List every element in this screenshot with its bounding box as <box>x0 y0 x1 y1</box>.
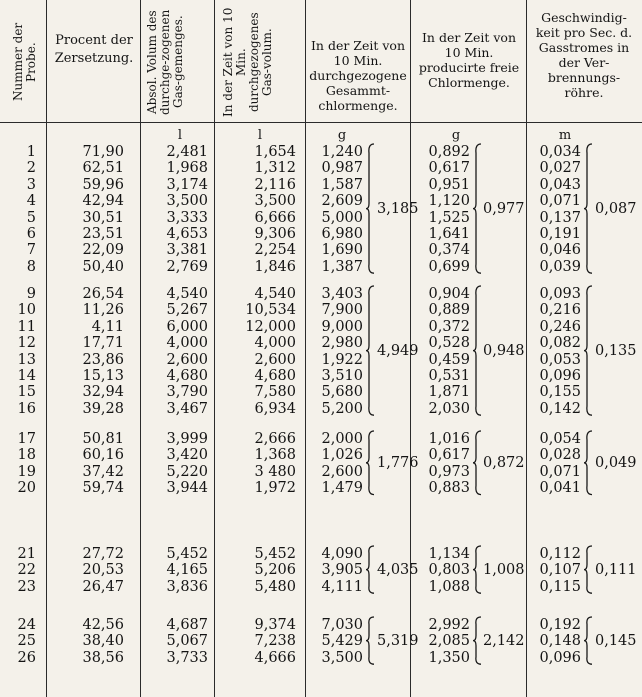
gesammtchlor-value: 1,587 <box>321 176 363 193</box>
geschwindigkeit-value: 0,093 <box>539 286 581 302</box>
probe-number: 24 <box>17 617 36 633</box>
gesammtchlor-value: 3,905 <box>321 562 363 579</box>
freies-chlor-value: 1,134 <box>428 546 470 562</box>
procent-value: 50,81 <box>82 431 124 447</box>
procent-value: 30,51 <box>82 209 124 226</box>
avg-freies-chlor: 0,948 <box>483 342 525 359</box>
freies-chlor-value: 0,459 <box>428 351 470 368</box>
probe-number: 23 <box>17 578 36 595</box>
zeit-gasvolum-value: 6,666 <box>254 209 296 226</box>
absol-volum-value: 4,165 <box>166 562 208 579</box>
brace-gesammt <box>365 285 375 416</box>
header-probe: Nummer der Probe. <box>11 22 38 102</box>
probe-number: 7 <box>26 242 36 259</box>
brace-frei-shape <box>472 545 482 594</box>
procent-value: 42,56 <box>82 617 124 633</box>
unit-absol: l <box>177 128 183 143</box>
brace-gesammt <box>365 430 375 496</box>
brace-geschw-shape <box>583 143 593 274</box>
zeit-gasvolum-value: 2,254 <box>254 242 296 259</box>
freies-chlor-value: 0,973 <box>428 463 470 480</box>
zeit-gasvolum-value: 2,600 <box>254 351 296 368</box>
probe-number: 15 <box>17 384 36 401</box>
gesammtchlor-value: 9,000 <box>321 318 363 335</box>
procent-value: 26,47 <box>82 578 124 595</box>
freies-chlor-value: 1,088 <box>428 578 470 595</box>
gesammtchlor-value: 2,609 <box>321 193 363 210</box>
brace-frei <box>472 616 482 665</box>
probe-number: 18 <box>17 447 36 464</box>
probe-number: 14 <box>17 368 36 384</box>
column-rule <box>305 0 306 697</box>
absol-volum-value: 1,968 <box>166 160 208 177</box>
gesammtchlor-value: 1,479 <box>321 480 363 497</box>
brace-frei <box>472 545 482 594</box>
zeit-gasvolum-value: 5,480 <box>254 578 296 595</box>
avg-freies-chlor: 2,142 <box>483 632 525 649</box>
absol-volum-value: 2,600 <box>166 351 208 368</box>
zeit-gasvolum-value: 2,116 <box>254 176 296 193</box>
freies-chlor-value: 0,883 <box>428 480 470 497</box>
avg-gesammtchlor: 3,185 <box>377 200 419 217</box>
probe-number: 22 <box>17 562 36 579</box>
freies-chlor-value: 0,372 <box>428 318 470 335</box>
geschwindigkeit-value: 0,028 <box>539 447 581 464</box>
geschwindigkeit-value: 0,096 <box>539 368 581 384</box>
unit-zeit-gas: l <box>257 128 263 143</box>
avg-freies-chlor: 1,008 <box>483 561 525 578</box>
absol-volum-value: 3,381 <box>166 242 208 259</box>
gesammtchlor-value: 1,240 <box>321 144 363 160</box>
avg-geschwindigkeit: 0,111 <box>595 561 637 578</box>
gesammtchlor-value: 5,680 <box>321 384 363 401</box>
absol-volum-value: 4,653 <box>166 226 208 242</box>
gesammtchlor-value: 6,980 <box>321 226 363 242</box>
freies-chlor-value: 0,951 <box>428 176 470 193</box>
probe-number: 2 <box>26 160 36 177</box>
procent-value: 4,11 <box>91 318 124 335</box>
geschwindigkeit-value: 0,039 <box>539 258 581 275</box>
gesammtchlor-value: 3,403 <box>321 286 363 302</box>
zeit-gasvolum-value: 1,654 <box>254 144 296 160</box>
geschwindigkeit-value: 0,041 <box>539 480 581 497</box>
probe-number: 26 <box>17 649 36 666</box>
freies-chlor-value: 0,699 <box>428 258 470 275</box>
avg-geschwindigkeit: 0,145 <box>595 632 637 649</box>
geschwindigkeit-value: 0,246 <box>539 318 581 335</box>
brace-gesammt-shape <box>365 545 375 594</box>
gesammtchlor-value: 2,600 <box>321 463 363 480</box>
procent-value: 23,86 <box>82 351 124 368</box>
brace-frei-shape <box>472 143 482 274</box>
geschwindigkeit-value: 0,071 <box>539 193 581 210</box>
absol-volum-value: 3,944 <box>166 480 208 497</box>
brace-geschw <box>583 430 593 496</box>
zeit-gasvolum-value: 4,680 <box>254 368 296 384</box>
freies-chlor-value: 1,525 <box>428 209 470 226</box>
absol-volum-value: 3,836 <box>166 578 208 595</box>
absol-volum-value: 4,000 <box>166 335 208 352</box>
absol-volum-value: 5,220 <box>166 463 208 480</box>
geschwindigkeit-value: 0,082 <box>539 335 581 352</box>
procent-value: 37,42 <box>82 463 124 480</box>
brace-frei-shape <box>472 430 482 496</box>
geschwindigkeit-value: 0,054 <box>539 431 581 447</box>
column-rule <box>214 0 215 697</box>
unit-gesammt: g <box>337 128 347 143</box>
brace-frei-shape <box>472 616 482 665</box>
absol-volum-value: 3,733 <box>166 649 208 666</box>
brace-geschw <box>583 616 593 665</box>
header-zeit-gas: In der Zeit von 10 Min. durchgezogenes Gas-volum. <box>221 7 274 117</box>
absol-volum-value: 4,540 <box>166 286 208 302</box>
geschwindigkeit-value: 0,115 <box>539 578 581 595</box>
absol-volum-value: 3,500 <box>166 193 208 210</box>
brace-geschw <box>583 143 593 274</box>
zeit-gasvolum-value: 2,666 <box>254 431 296 447</box>
avg-gesammtchlor: 1,776 <box>377 454 419 471</box>
geschwindigkeit-value: 0,148 <box>539 633 581 650</box>
zeit-gasvolum-value: 12,000 <box>245 318 296 335</box>
avg-freies-chlor: 0,872 <box>483 454 525 471</box>
freies-chlor-value: 0,889 <box>428 302 470 319</box>
geschwindigkeit-value: 0,192 <box>539 617 581 633</box>
geschwindigkeit-value: 0,096 <box>539 649 581 666</box>
freies-chlor-value: 2,085 <box>428 633 470 650</box>
procent-value: 15,13 <box>82 368 124 384</box>
probe-number: 13 <box>17 351 36 368</box>
brace-geschw <box>583 285 593 416</box>
column-rule <box>526 0 527 697</box>
brace-gesammt-shape <box>365 430 375 496</box>
geschwindigkeit-value: 0,142 <box>539 400 581 417</box>
brace-gesammt-shape <box>365 285 375 416</box>
gesammtchlor-value: 5,200 <box>321 400 363 417</box>
brace-gesammt <box>365 616 375 665</box>
geschwindigkeit-value: 0,071 <box>539 463 581 480</box>
freies-chlor-value: 1,871 <box>428 384 470 401</box>
procent-value: 39,28 <box>82 400 124 417</box>
procent-value: 50,40 <box>82 258 124 275</box>
gesammtchlor-value: 3,510 <box>321 368 363 384</box>
brace-geschw-shape <box>583 285 593 416</box>
brace-geschw-shape <box>583 545 593 594</box>
probe-number: 1 <box>26 144 36 160</box>
probe-number: 20 <box>17 480 36 497</box>
avg-gesammtchlor: 4,949 <box>377 342 419 359</box>
header-geschw: Geschwindig-keit pro Sec. d. Gasstromes in der Ver-brennungs-röhre. <box>535 10 633 100</box>
column-rule <box>140 0 141 697</box>
geschwindigkeit-value: 0,053 <box>539 351 581 368</box>
gesammtchlor-value: 2,000 <box>321 431 363 447</box>
zeit-gasvolum-value: 5,206 <box>254 562 296 579</box>
geschwindigkeit-value: 0,112 <box>539 546 581 562</box>
freies-chlor-value: 0,904 <box>428 286 470 302</box>
geschwindigkeit-value: 0,155 <box>539 384 581 401</box>
probe-number: 6 <box>26 226 36 242</box>
procent-value: 11,26 <box>82 302 124 319</box>
zeit-gasvolum-value: 1,312 <box>254 160 296 177</box>
freies-chlor-value: 0,617 <box>428 447 470 464</box>
probe-number: 4 <box>26 193 36 210</box>
freies-chlor-value: 2,030 <box>428 400 470 417</box>
geschwindigkeit-value: 0,107 <box>539 562 581 579</box>
brace-frei-shape <box>472 285 482 416</box>
absol-volum-value: 3,174 <box>166 176 208 193</box>
brace-geschw-shape <box>583 430 593 496</box>
zeit-gasvolum-value: 9,306 <box>254 226 296 242</box>
geschwindigkeit-value: 0,027 <box>539 160 581 177</box>
absol-volum-value: 5,267 <box>166 302 208 319</box>
gesammtchlor-value: 5,000 <box>321 209 363 226</box>
procent-value: 23,51 <box>82 226 124 242</box>
probe-number: 12 <box>17 335 36 352</box>
geschwindigkeit-value: 0,034 <box>539 144 581 160</box>
zeit-gasvolum-value: 7,580 <box>254 384 296 401</box>
probe-number: 9 <box>26 286 36 302</box>
header-frei: In der Zeit von 10 Min. producirte freie Chlormenge. <box>418 30 520 90</box>
freies-chlor-value: 1,350 <box>428 649 470 666</box>
gesammtchlor-value: 1,690 <box>321 242 363 259</box>
freies-chlor-value: 2,992 <box>428 617 470 633</box>
header-gesammt: In der Zeit von 10 Min. durchgezogene Gesammt-chlormenge. <box>309 38 407 113</box>
header-procent: Procent der Zersetzung. <box>54 33 134 66</box>
freies-chlor-value: 0,803 <box>428 562 470 579</box>
brace-geschw <box>583 545 593 594</box>
brace-gesammt <box>365 143 375 274</box>
header-absol: Absol. Volum des durchge-zogenen Gas-gemenges. <box>145 9 185 115</box>
zeit-gasvolum-value: 1,846 <box>254 258 296 275</box>
absol-volum-value: 2,481 <box>166 144 208 160</box>
absol-volum-value: 4,687 <box>166 617 208 633</box>
probe-number: 10 <box>17 302 36 319</box>
freies-chlor-value: 1,120 <box>428 193 470 210</box>
procent-value: 71,90 <box>82 144 124 160</box>
probe-number: 17 <box>17 431 36 447</box>
procent-value: 32,94 <box>82 384 124 401</box>
freies-chlor-value: 1,641 <box>428 226 470 242</box>
gesammtchlor-value: 1,026 <box>321 447 363 464</box>
zeit-gasvolum-value: 7,238 <box>254 633 296 650</box>
brace-gesammt-shape <box>365 143 375 274</box>
procent-value: 27,72 <box>82 546 124 562</box>
brace-geschw-shape <box>583 616 593 665</box>
probe-number: 5 <box>26 209 36 226</box>
brace-gesammt-shape <box>365 616 375 665</box>
freies-chlor-value: 1,016 <box>428 431 470 447</box>
geschwindigkeit-value: 0,137 <box>539 209 581 226</box>
brace-frei <box>472 430 482 496</box>
gesammtchlor-value: 7,900 <box>321 302 363 319</box>
zeit-gasvolum-value: 6,934 <box>254 400 296 417</box>
absol-volum-value: 4,680 <box>166 368 208 384</box>
unit-geschw: m <box>558 128 572 143</box>
freies-chlor-value: 0,892 <box>428 144 470 160</box>
procent-value: 22,09 <box>82 242 124 259</box>
column-rule <box>46 0 47 697</box>
probe-number: 11 <box>17 318 36 335</box>
header-rule <box>0 122 642 123</box>
gesammtchlor-value: 1,922 <box>321 351 363 368</box>
gesammtchlor-value: 4,111 <box>321 578 363 595</box>
absol-volum-value: 3,467 <box>166 400 208 417</box>
brace-frei <box>472 143 482 274</box>
procent-value: 42,94 <box>82 193 124 210</box>
zeit-gasvolum-value: 4,540 <box>254 286 296 302</box>
gesammtchlor-value: 2,980 <box>321 335 363 352</box>
probe-number: 19 <box>17 463 36 480</box>
avg-geschwindigkeit: 0,087 <box>595 200 637 217</box>
probe-number: 8 <box>26 258 36 275</box>
gesammtchlor-value: 3,500 <box>321 649 363 666</box>
absol-volum-value: 2,769 <box>166 258 208 275</box>
probe-number: 25 <box>17 633 36 650</box>
gesammtchlor-value: 7,030 <box>321 617 363 633</box>
zeit-gasvolum-value: 3 480 <box>254 463 296 480</box>
absol-volum-value: 5,452 <box>166 546 208 562</box>
geschwindigkeit-value: 0,046 <box>539 242 581 259</box>
zeit-gasvolum-value: 9,374 <box>254 617 296 633</box>
procent-value: 26,54 <box>82 286 124 302</box>
absol-volum-value: 3,420 <box>166 447 208 464</box>
zeit-gasvolum-value: 1,972 <box>254 480 296 497</box>
procent-value: 59,74 <box>82 480 124 497</box>
avg-gesammtchlor: 4,035 <box>377 561 419 578</box>
procent-value: 60,16 <box>82 447 124 464</box>
zeit-gasvolum-value: 4,666 <box>254 649 296 666</box>
freies-chlor-value: 0,617 <box>428 160 470 177</box>
absol-volum-value: 6,000 <box>166 318 208 335</box>
procent-value: 38,56 <box>82 649 124 666</box>
freies-chlor-value: 0,531 <box>428 368 470 384</box>
procent-value: 59,96 <box>82 176 124 193</box>
zeit-gasvolum-value: 5,452 <box>254 546 296 562</box>
avg-geschwindigkeit: 0,135 <box>595 342 637 359</box>
procent-value: 20,53 <box>82 562 124 579</box>
probe-number: 3 <box>26 176 36 193</box>
absol-volum-value: 5,067 <box>166 633 208 650</box>
unit-frei: g <box>451 128 461 143</box>
gesammtchlor-value: 5,429 <box>321 633 363 650</box>
geschwindigkeit-value: 0,216 <box>539 302 581 319</box>
avg-geschwindigkeit: 0,049 <box>595 454 637 471</box>
zeit-gasvolum-value: 4,000 <box>254 335 296 352</box>
freies-chlor-value: 0,374 <box>428 242 470 259</box>
absol-volum-value: 3,333 <box>166 209 208 226</box>
gesammtchlor-value: 0,987 <box>321 160 363 177</box>
absol-volum-value: 3,790 <box>166 384 208 401</box>
procent-value: 17,71 <box>82 335 124 352</box>
procent-value: 62,51 <box>82 160 124 177</box>
probe-number: 16 <box>17 400 36 417</box>
procent-value: 38,40 <box>82 633 124 650</box>
avg-freies-chlor: 0,977 <box>483 200 525 217</box>
geschwindigkeit-value: 0,191 <box>539 226 581 242</box>
zeit-gasvolum-value: 10,534 <box>245 302 296 319</box>
freies-chlor-value: 0,528 <box>428 335 470 352</box>
zeit-gasvolum-value: 3,500 <box>254 193 296 210</box>
zeit-gasvolum-value: 1,368 <box>254 447 296 464</box>
absol-volum-value: 3,999 <box>166 431 208 447</box>
gesammtchlor-value: 4,090 <box>321 546 363 562</box>
gesammtchlor-value: 1,387 <box>321 258 363 275</box>
geschwindigkeit-value: 0,043 <box>539 176 581 193</box>
brace-gesammt <box>365 545 375 594</box>
probe-number: 21 <box>17 546 36 562</box>
avg-gesammtchlor: 5,319 <box>377 632 419 649</box>
brace-frei <box>472 285 482 416</box>
